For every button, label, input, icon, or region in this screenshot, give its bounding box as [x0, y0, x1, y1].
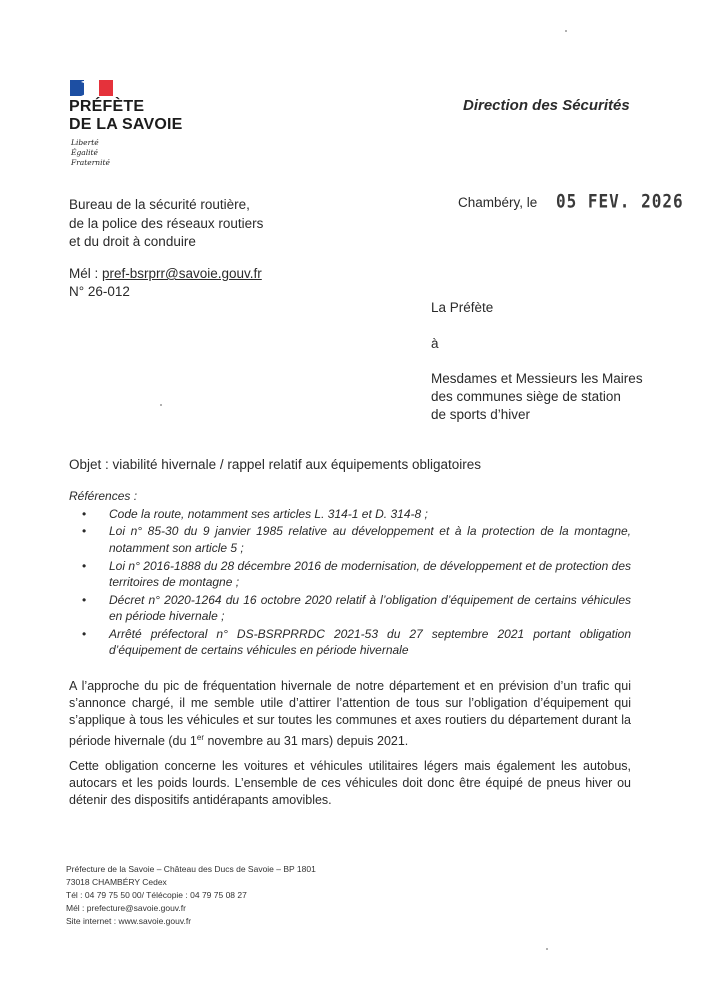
- mel-email-link[interactable]: pref-bsrprr@savoie.gouv.fr: [102, 266, 262, 281]
- reference-item: [82, 558, 631, 591]
- reference-item: [82, 626, 631, 659]
- objet-line: Objet : viabilité hivernale / rappel relatif aux équipements obligatoires: [69, 457, 481, 472]
- scan-speck: [546, 948, 548, 950]
- marianne-flag-logo: [70, 80, 113, 96]
- reference-number: N° 26-012: [69, 284, 130, 299]
- ordinal-superscript: er: [196, 733, 204, 742]
- footer-line: Préfecture de la Savoie – Château des Ducs de Savoie – BP 1801: [66, 864, 316, 874]
- reference-text: Arrêté préfectoral n° DS-BSRPRRDC 2021-53 du 27 septembre 2021 portant obligation d’équipement de certains véhicules en période hivernale: [109, 626, 631, 658]
- motto-egalite: Égalité: [71, 148, 98, 157]
- bureau-line: et du droit à conduire: [69, 234, 196, 249]
- reference-text: Loi n° 2016-1888 du 28 décembre 2016 de modernisation, de développement et de protection des territoires de montagne ;: [109, 558, 631, 590]
- paragraph1-text: A l’approche du pic de fréquentation hivernale de notre département et en prévision d’un trafic qui s’annonce chargé, il me semble utile d’attirer l’attention de tous sur l’obligation d’équipement qui s’applique à tous les véhicules et sur toutes les communes et axes routiers du département durant la période hivernale (du 1: [69, 679, 631, 749]
- reference-text: Loi n° 85-30 du 9 janvier 1985 relative au développement et à la protection de la montagne, notamment son article 5 ;: [109, 524, 631, 556]
- bullet-icon: •: [82, 507, 87, 521]
- footer-line: Site internet : www.savoie.gouv.fr: [66, 916, 192, 926]
- references-list: [82, 506, 631, 660]
- direction-title: Direction des Sécurités: [463, 97, 630, 114]
- mel-label: Mél :: [69, 266, 99, 281]
- references-heading: Références :: [69, 489, 138, 503]
- recipients-block: [431, 370, 643, 424]
- bureau-line: Bureau de la sécurité routière,: [69, 197, 250, 212]
- logo-title-line1: PRÉFÈTE: [69, 98, 145, 115]
- date-stamp: 05 FEV. 2026: [556, 190, 684, 212]
- paragraph1-text-end: novembre au 31 mars) depuis 2021.: [204, 734, 409, 749]
- scan-speck: [565, 30, 567, 32]
- motto-fraternite: Fraternité: [71, 158, 110, 167]
- motto-liberte: Liberté: [71, 138, 99, 147]
- recipient-line: de sports d’hiver: [431, 407, 531, 422]
- prefecture-logo-title: [69, 98, 183, 134]
- bullet-icon: •: [82, 558, 87, 573]
- mel-line: [69, 265, 262, 284]
- bullet-icon: •: [82, 524, 87, 539]
- reference-item: [82, 506, 631, 523]
- republic-motto: [71, 138, 110, 168]
- to-word: à: [431, 336, 439, 351]
- reference-item: [82, 592, 631, 625]
- bureau-line: de la police des réseaux routiers: [69, 215, 264, 231]
- footer-line: Tél : 04 79 75 50 00/ Télécopie : 04 79 75 08 27: [66, 890, 247, 900]
- bullet-icon: •: [82, 626, 87, 641]
- bureau-block: [69, 196, 263, 252]
- reference-text: Décret n° 2020-1264 du 16 octobre 2020 relatif à l’obligation d’équipement de certains véhicules en période hivernale ;: [109, 592, 631, 624]
- recipient-line: des communes siège de station: [431, 389, 621, 404]
- scan-speck: [160, 404, 162, 406]
- sender: La Préfète: [431, 300, 494, 315]
- body-paragraph-1: [69, 678, 631, 750]
- footer-address: [66, 863, 316, 928]
- recipient-line: Mesdames et Messieurs les Maires: [431, 371, 643, 386]
- reference-text: Code la route, notamment ses articles L. 314-1 et D. 314-8 ;: [109, 507, 428, 521]
- body-paragraph-2: Cette obligation concerne les voitures et véhicules utilitaires légers mais également les autobus, autocars et les poids lourds. L’ensemble de ces véhicules doit donc être équipé de pneus hiver ou détenir des dispositifs antidérapants amovibles.: [69, 759, 631, 807]
- footer-line: Mél : prefecture@savoie.gouv.fr: [66, 903, 186, 913]
- footer-line: 73018 CHAMBÉRY Cedex: [66, 877, 167, 887]
- bullet-icon: •: [82, 592, 87, 607]
- logo-title-line2: DE LA SAVOIE: [69, 116, 183, 133]
- date-label: Chambéry, le: [458, 195, 538, 210]
- reference-item: [82, 523, 631, 556]
